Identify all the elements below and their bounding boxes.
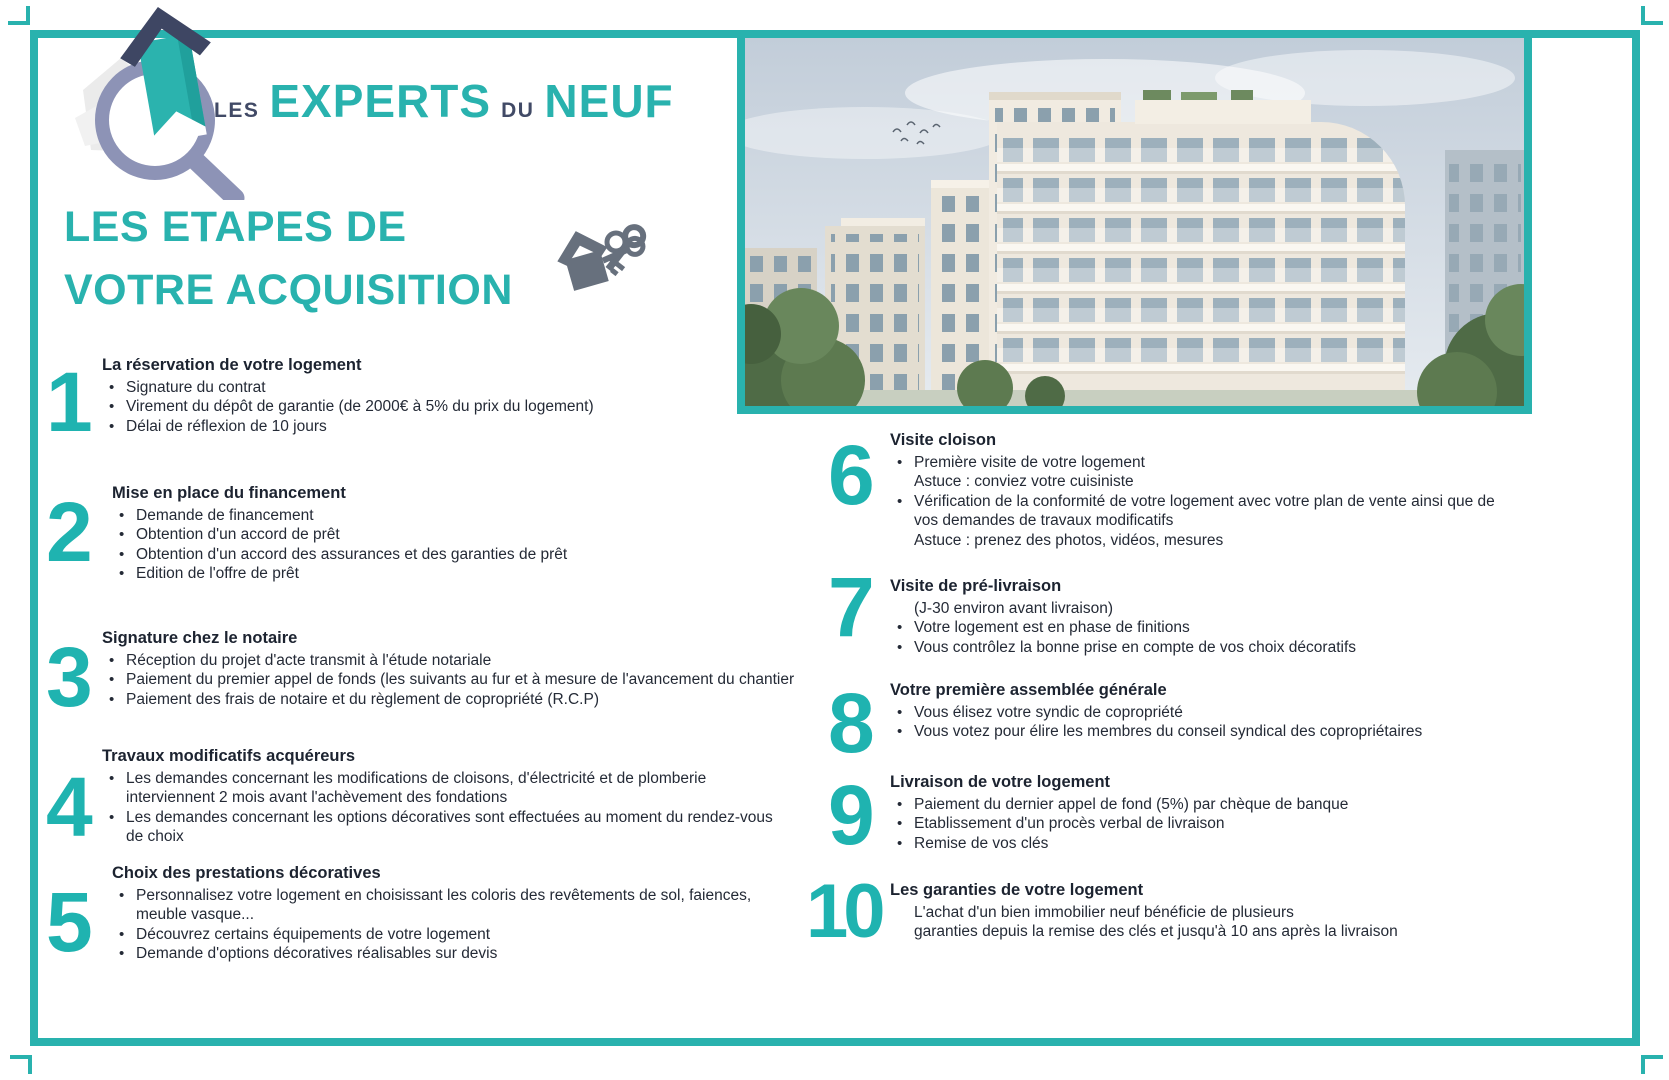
building-photo xyxy=(737,30,1532,414)
note-text: garanties depuis la remise des clés et jusqu'à 10 ans après la livraison xyxy=(914,923,1398,941)
logo-word-du: DU xyxy=(501,99,535,122)
page-title xyxy=(64,196,513,322)
step-1-number: 1 xyxy=(46,355,91,449)
note-line xyxy=(890,903,1526,922)
bullet-item xyxy=(102,417,776,436)
corner-mark-bottom-right xyxy=(1641,1055,1663,1074)
logo-word-neuf: NEUF xyxy=(544,75,674,127)
step-7-number: 7 xyxy=(828,560,873,654)
corner-mark-top-right xyxy=(1641,6,1663,25)
step-3-title: Signature chez le notaire xyxy=(102,629,298,647)
step-9 xyxy=(828,768,1518,862)
note-line xyxy=(890,599,1518,618)
bullet-dot xyxy=(102,651,126,670)
step-7-title: Visite de pré-livraison xyxy=(890,577,1062,595)
bullet-text: Vérification de la conformité de votre logement avec votre plan de vente ainsi que de vos demandes de travaux modificatifs xyxy=(914,492,1495,530)
bullet-text: Les demandes concernant les modifications de cloisons, d'électricité et de plomberie interviennent 2 mois avant l'achèvement des fondations xyxy=(126,770,707,807)
step-9-title: Livraison de votre logement xyxy=(890,773,1111,791)
step-2-title: Mise en place du financement xyxy=(112,484,346,502)
bullet-dot xyxy=(890,638,914,657)
note-text: L'achat d'un bien immobilier neuf bénéficie de plusieurs xyxy=(914,904,1294,921)
bullet-text: Edition de l'offre de prêt xyxy=(136,565,299,583)
step-9-number: 9 xyxy=(828,768,873,862)
bullet-dot xyxy=(112,564,136,583)
note-text: Astuce : prenez des photos, vidéos, mesures xyxy=(914,531,1224,549)
step-4-title: Travaux modificatifs acquéreurs xyxy=(102,747,356,765)
page-title-line2: VOTRE ACQUISITION xyxy=(64,266,513,314)
bullet-text: Demande de financement xyxy=(136,507,314,524)
note-text: (J-30 environ avant livraison) xyxy=(914,600,1114,617)
bullet-item xyxy=(112,925,776,944)
bullet-text: Les demandes concernant les options décoratives sont effectuées au moment du rendez-vous de choix xyxy=(126,808,773,846)
step-1 xyxy=(46,355,776,449)
bullet-text: Première visite de votre logement xyxy=(914,454,1145,471)
house-keys-icon xyxy=(552,216,676,300)
bullet-item xyxy=(890,453,1518,472)
step-2-number: 2 xyxy=(46,485,91,579)
bullet-text: Remise de vos clés xyxy=(914,834,1049,852)
bullet-text: Vous votez pour élire les membres du conseil syndical des copropriétaires xyxy=(914,723,1423,741)
bullet-item xyxy=(112,886,776,925)
step-1-title: La réservation de votre logement xyxy=(102,356,362,374)
bullet-text: Vous contrôlez la bonne prise en compte de vos choix décoratifs xyxy=(914,638,1357,656)
bullet-dot xyxy=(890,492,914,531)
step-8-title: Votre première assemblée générale xyxy=(890,681,1167,699)
step-6-title: Visite cloison xyxy=(890,431,997,449)
bullet-dot xyxy=(102,690,126,709)
bullet-item xyxy=(102,808,791,847)
note-line xyxy=(890,531,1518,550)
bullet-dot xyxy=(112,506,136,525)
bullet-dot xyxy=(102,397,126,416)
bullet-dot xyxy=(890,795,914,814)
note-line xyxy=(890,472,1518,491)
bullet-dot xyxy=(890,814,914,833)
step-6-number: 6 xyxy=(828,428,873,522)
bullet-item xyxy=(102,769,791,808)
bullet-item xyxy=(112,506,776,525)
step-6 xyxy=(828,428,1518,550)
logo-word-experts: EXPERTS xyxy=(269,75,492,127)
bullet-text: Votre logement est en phase de finitions xyxy=(914,619,1190,637)
bullet-item xyxy=(102,690,796,709)
bullet-dot xyxy=(102,417,126,436)
step-3 xyxy=(46,629,796,724)
bullet-dot xyxy=(112,886,136,925)
bullet-dot xyxy=(890,453,914,472)
bullet-dot xyxy=(890,722,914,741)
bullet-item xyxy=(890,814,1518,833)
bullet-text: Réception du projet d'acte transmit à l'étude notariale xyxy=(126,652,492,669)
step-4-number: 4 xyxy=(46,760,91,854)
bullet-dot xyxy=(112,925,136,944)
bullet-dot xyxy=(102,378,126,397)
bullet-item xyxy=(102,670,796,689)
step-5-title: Choix des prestations décoratives xyxy=(112,864,381,882)
bullet-text: Demande d'options décoratives réalisables sur devis xyxy=(136,945,498,963)
bullet-item xyxy=(102,651,796,670)
bullet-dot xyxy=(112,545,136,564)
bullet-item xyxy=(890,834,1518,853)
bullet-text: Obtention d'un accord des assurances et des garanties de prêt xyxy=(136,545,568,563)
bullet-dot xyxy=(102,808,126,847)
step-8-number: 8 xyxy=(828,676,873,770)
step-3-number: 3 xyxy=(46,630,91,724)
bullet-item xyxy=(112,944,776,963)
bullet-text: Vous élisez votre syndic de copropriété xyxy=(914,704,1183,721)
bullet-item xyxy=(890,618,1518,637)
step-10-number: 10 xyxy=(806,869,881,954)
step-8 xyxy=(828,676,1518,770)
bullet-text: Délai de réflexion de 10 jours xyxy=(126,417,327,435)
bullet-text: Paiement des frais de notaire et du règlement de copropriété (R.C.P) xyxy=(126,690,599,708)
bullet-item xyxy=(102,378,776,397)
page-title-line1: LES ETAPES DE xyxy=(64,203,407,251)
corner-mark-bottom-left xyxy=(10,1055,32,1074)
bullet-dot xyxy=(112,944,136,963)
bullet-text: Virement du dépôt de garantie (de 2000€ à 5% du prix du logement) xyxy=(126,398,594,416)
note-text: Astuce : conviez votre cuisiniste xyxy=(914,473,1134,491)
bullet-dot xyxy=(102,769,126,808)
bullet-dot xyxy=(890,703,914,722)
step-4 xyxy=(46,747,791,854)
bullet-dot xyxy=(102,670,126,689)
corner-mark-top-left xyxy=(8,6,30,25)
step-10-title: Les garanties de votre logement xyxy=(890,881,1144,899)
bullet-item xyxy=(112,545,776,564)
bullet-item xyxy=(112,564,776,583)
bullet-text: Signature du contrat xyxy=(126,379,266,396)
step-5-number: 5 xyxy=(46,875,91,969)
logo-word-les: LES xyxy=(214,99,260,122)
bullet-item xyxy=(102,397,776,416)
bullet-text: Obtention d'un accord de prêt xyxy=(136,526,340,544)
bullet-text: Etablissement d'un procès verbal de livraison xyxy=(914,815,1225,833)
bullet-text: Découvrez certains équipements de votre logement xyxy=(136,925,491,943)
bullet-dot xyxy=(112,525,136,544)
bullet-text: Personnalisez votre logement en choisissant les coloris des revêtements de sol, faiences, meuble vasque... xyxy=(136,887,752,924)
bullet-item xyxy=(890,722,1518,741)
step-5 xyxy=(46,864,776,969)
bullet-text: Paiement du dernier appel de fond (5%) par chèque de banque xyxy=(914,796,1349,813)
note-line xyxy=(890,922,1526,941)
step-10 xyxy=(806,869,1526,954)
bullet-item xyxy=(112,525,776,544)
bullet-item xyxy=(890,492,1518,531)
bullet-item xyxy=(890,638,1518,657)
step-2 xyxy=(46,484,776,584)
bullet-text: Paiement du premier appel de fonds (les suivants au fur et à mesure de l'avancement du chantier xyxy=(126,671,795,689)
bullet-item xyxy=(890,703,1518,722)
logo-wordmark xyxy=(214,74,674,128)
bullet-item xyxy=(890,795,1518,814)
step-7 xyxy=(828,560,1518,657)
bullet-dot xyxy=(890,834,914,853)
bullet-dot xyxy=(890,618,914,637)
